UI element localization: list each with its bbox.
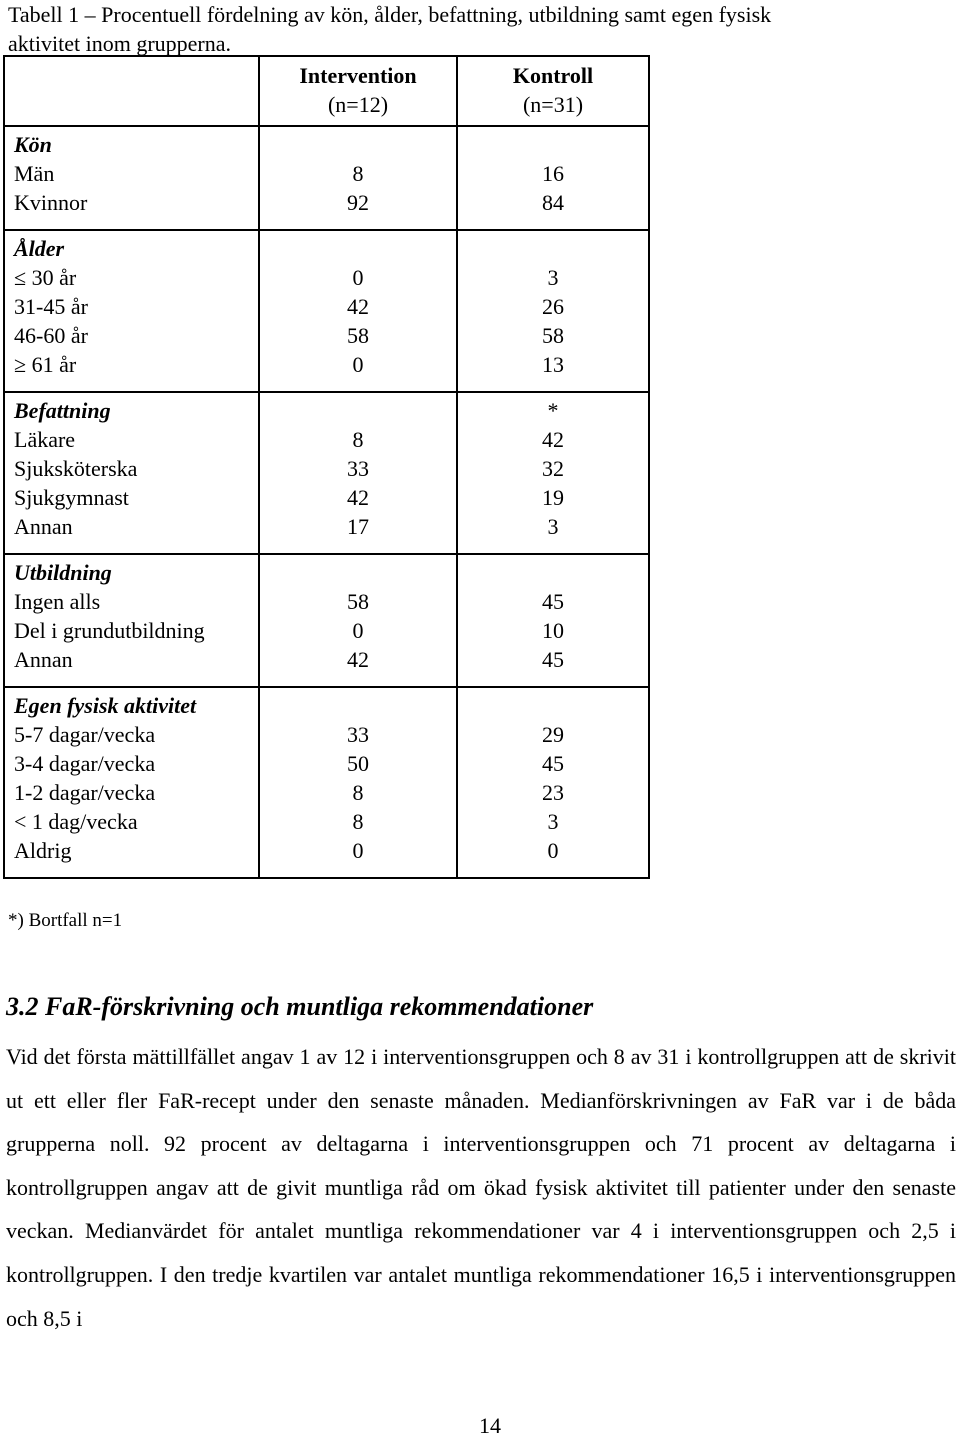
table-section-row [4,126,649,230]
body-paragraph: Vid det första mättillfället angav 1 av 12 i interventionsgruppen och 8 av 31 i kontrollgruppen att de skrivit ut ett eller fler FaR-recept under den senaste månaden. Medianförskrivningen av FaR var i de båda grupperna noll. 92 procent av deltagarna i interventionsgruppen och 71 procent av deltagarna i kontrollgruppen angav att de givit muntliga råd om ökad fysisk aktivitet till patienter under den senaste veckan. Medianvärdet för antalet muntliga rekommendationer var 4 i interventionsgruppen och 2,5 i kontrollgruppen. I den tredje kvartilen var antalet muntliga rekommendationer 16,5 i interventionsgruppen och 8,5 i [6,1044,956,1331]
section-title-kontroll [458,130,648,159]
header-intervention-label: Intervention [299,63,417,88]
row-label: Män [14,161,55,186]
section-title-spacer [260,234,456,263]
row-intervention-value: 17 [347,514,369,539]
table-section-row [4,687,649,878]
header-kontroll-label: Kontroll [512,63,594,88]
section-intervention-cell [259,392,457,554]
row-intervention-value: 0 [352,838,364,863]
section-intervention-cell [259,126,457,230]
section-kontroll-cell [457,687,649,878]
row-label: Ingen alls [14,589,101,614]
section-heading: 3.2 FaR-förskrivning och muntliga rekommendationer [6,992,594,1021]
row-intervention-value: 42 [347,294,369,319]
row-label: Annan [14,647,73,672]
section-kontroll-cell [457,230,649,392]
row-intervention-value: 8 [352,809,364,834]
row-intervention-value: 33 [347,722,369,747]
row-kontroll-value: 45 [542,647,564,672]
row-label: 5-7 dagar/vecka [14,722,156,747]
row-kontroll-value: 10 [542,618,564,643]
data-table [3,55,650,879]
section-title: Befattning [14,398,111,423]
row-kontroll-value: 16 [542,161,564,186]
row-intervention-value: 42 [347,647,369,672]
row-kontroll-value: 45 [542,589,564,614]
section-title: Ålder [14,236,65,261]
header-kontroll-n: (n=31) [522,92,584,117]
section-title: Egen fysisk aktivitet [14,693,197,718]
row-intervention-value: 92 [347,190,369,215]
row-label: Läkare [14,427,76,452]
row-label: Aldrig [14,838,72,863]
section-title-kontroll: * [547,398,559,423]
section-title-kontroll [458,691,648,720]
row-kontroll-value: 32 [542,456,564,481]
row-intervention-value: 42 [347,485,369,510]
row-label: 46-60 år [14,323,88,348]
section-title: Kön [14,132,52,157]
header-label-cell [4,56,259,126]
row-intervention-value: 8 [352,780,364,805]
row-label: Kvinnor [14,190,88,215]
row-kontroll-value: 19 [542,485,564,510]
row-kontroll-value: 3 [547,265,559,290]
section-intervention-cell [259,687,457,878]
row-label: Annan [14,514,73,539]
table-section-row [4,230,649,392]
row-intervention-value: 8 [352,161,364,186]
row-intervention-value: 8 [352,427,364,452]
table-footnote: *) Bortfall n=1 [8,910,123,931]
table-section-row [4,392,649,554]
section-kontroll-cell [457,554,649,687]
row-intervention-value: 33 [347,456,369,481]
table-section-row [4,554,649,687]
row-kontroll-value: 26 [542,294,564,319]
section-title: Utbildning [14,560,112,585]
row-label: 3-4 dagar/vecka [14,751,156,776]
row-kontroll-value: 84 [542,190,564,215]
row-label: Sjukgymnast [14,485,129,510]
section-intervention-cell [259,554,457,687]
row-intervention-value: 0 [352,265,364,290]
section-kontroll-cell [457,126,649,230]
section-kontroll-cell [457,392,649,554]
row-intervention-value: 0 [352,352,364,377]
section-title-kontroll [458,234,648,263]
row-kontroll-value: 13 [542,352,564,377]
section-label-cell [4,230,259,392]
header-intervention [259,56,457,126]
row-intervention-value: 58 [347,589,369,614]
header-kontroll [457,56,649,126]
table-header-row [4,56,649,126]
section-label-cell [4,554,259,687]
row-label: 1-2 dagar/vecka [14,780,156,805]
section-title-kontroll [458,558,648,587]
row-kontroll-value: 42 [542,427,564,452]
row-label: 31-45 år [14,294,88,319]
row-label: < 1 dag/vecka [14,809,138,834]
row-intervention-value: 58 [347,323,369,348]
header-intervention-n: (n=12) [327,92,389,117]
row-intervention-value: 50 [347,751,369,776]
row-kontroll-value: 23 [542,780,564,805]
row-label: Sjuksköterska [14,456,138,481]
row-kontroll-value: 58 [542,323,564,348]
table-body [4,126,649,878]
section-label-cell [4,126,259,230]
row-kontroll-value: 3 [547,514,559,539]
section-intervention-cell [259,230,457,392]
row-kontroll-value: 45 [542,751,564,776]
section-title-spacer [260,396,456,425]
section-title-spacer [260,558,456,587]
row-intervention-value: 0 [352,618,364,643]
section-label-cell [4,392,259,554]
row-kontroll-value: 0 [547,838,559,863]
section-label-cell [4,687,259,878]
row-label: ≥ 61 år [14,352,77,377]
row-label: Del i grundutbildning [14,618,205,643]
section-title-spacer [260,691,456,720]
section-title-spacer [260,130,456,159]
row-kontroll-value: 29 [542,722,564,747]
table-caption: Tabell 1 – Procentuell fördelning av kön, ålder, befattning, utbildning samt egen fysisk aktivitet inom grupperna. [8,2,772,56]
row-kontroll-value: 3 [547,809,559,834]
page-number: 14 [479,1413,501,1438]
row-label: ≤ 30 år [14,265,77,290]
